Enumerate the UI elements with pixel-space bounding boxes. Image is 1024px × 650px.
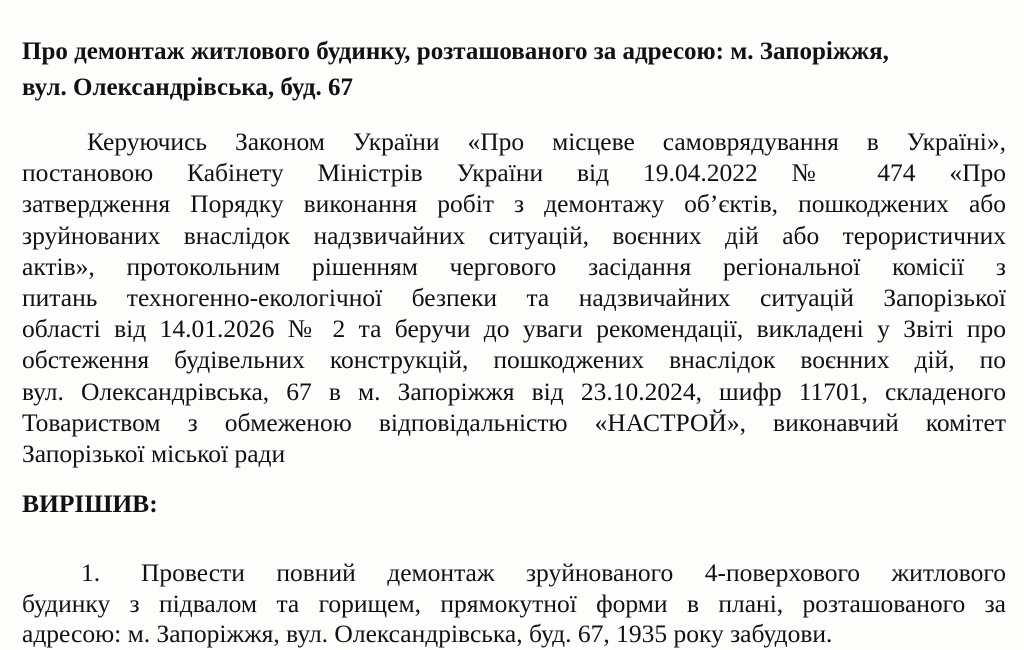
decision-item-text: Провести повний демонтаж зруйнованого 4-поверхового житлового [141,558,1006,587]
preamble-line: вул. Олександрівська, 67 в м. Запоріжжя від 23.10.2024, шифр 11701, складеного [22,376,1006,406]
preamble-line: Запорізької міської ради [22,439,286,469]
item-number: 1. [81,558,101,587]
preamble-line: Керуючись Законом України «Про місцеве самоврядування в Україні», [87,127,1006,156]
decision-heading: ВИРІШИВ: [22,489,158,518]
document-title [22,34,1012,106]
preamble-line: затвердження Порядку виконання робіт з демонтажу об’єктів, пошкоджених або [22,189,1006,219]
preamble-paragraph [22,126,1006,469]
decision-item-line: будинку з підвалом та горищем, прямокутної форми в плані, розташованого за [22,588,1006,618]
title-line: вул. Олександрівська, буд. 67 [22,74,353,101]
title-line: Про демонтаж житлового будинку, розташованого за адресою: м. Запоріжжя, [22,38,889,65]
preamble-line: постановою Кабінету Міністрів України від 19.04.2022 № 474 «Про [22,158,1006,188]
preamble-line: Товариством з обмеженою відповідальністю «НАСТРОЙ», виконавчий комітет [22,407,1006,437]
preamble-line: області від 14.01.2026 № 2 та беручи до уваги рекомендації, викладені у Звіті про [22,314,1006,344]
preamble-line: питань техногенно-екологічної безпеки та надзвичайних ситуацій Запорізької [22,283,1006,313]
preamble-line: обстеження будівельних конструкцій, пошкоджених внаслідок воєнних дій, по [22,345,1006,375]
decision-item [22,558,1006,650]
preamble-line: актів», протокольним рішенням чергового засідання регіональної комісії з [22,251,1006,281]
decision-item-line [22,558,1006,589]
preamble-line: зруйнованих внаслідок надзвичайних ситуацій, воєнних дій або терористичних [22,220,1006,250]
decision-item-line: адресою: м. Запоріжжя, вул. Олександрівська, буд. 67, 1935 року забудови. [22,619,833,648]
